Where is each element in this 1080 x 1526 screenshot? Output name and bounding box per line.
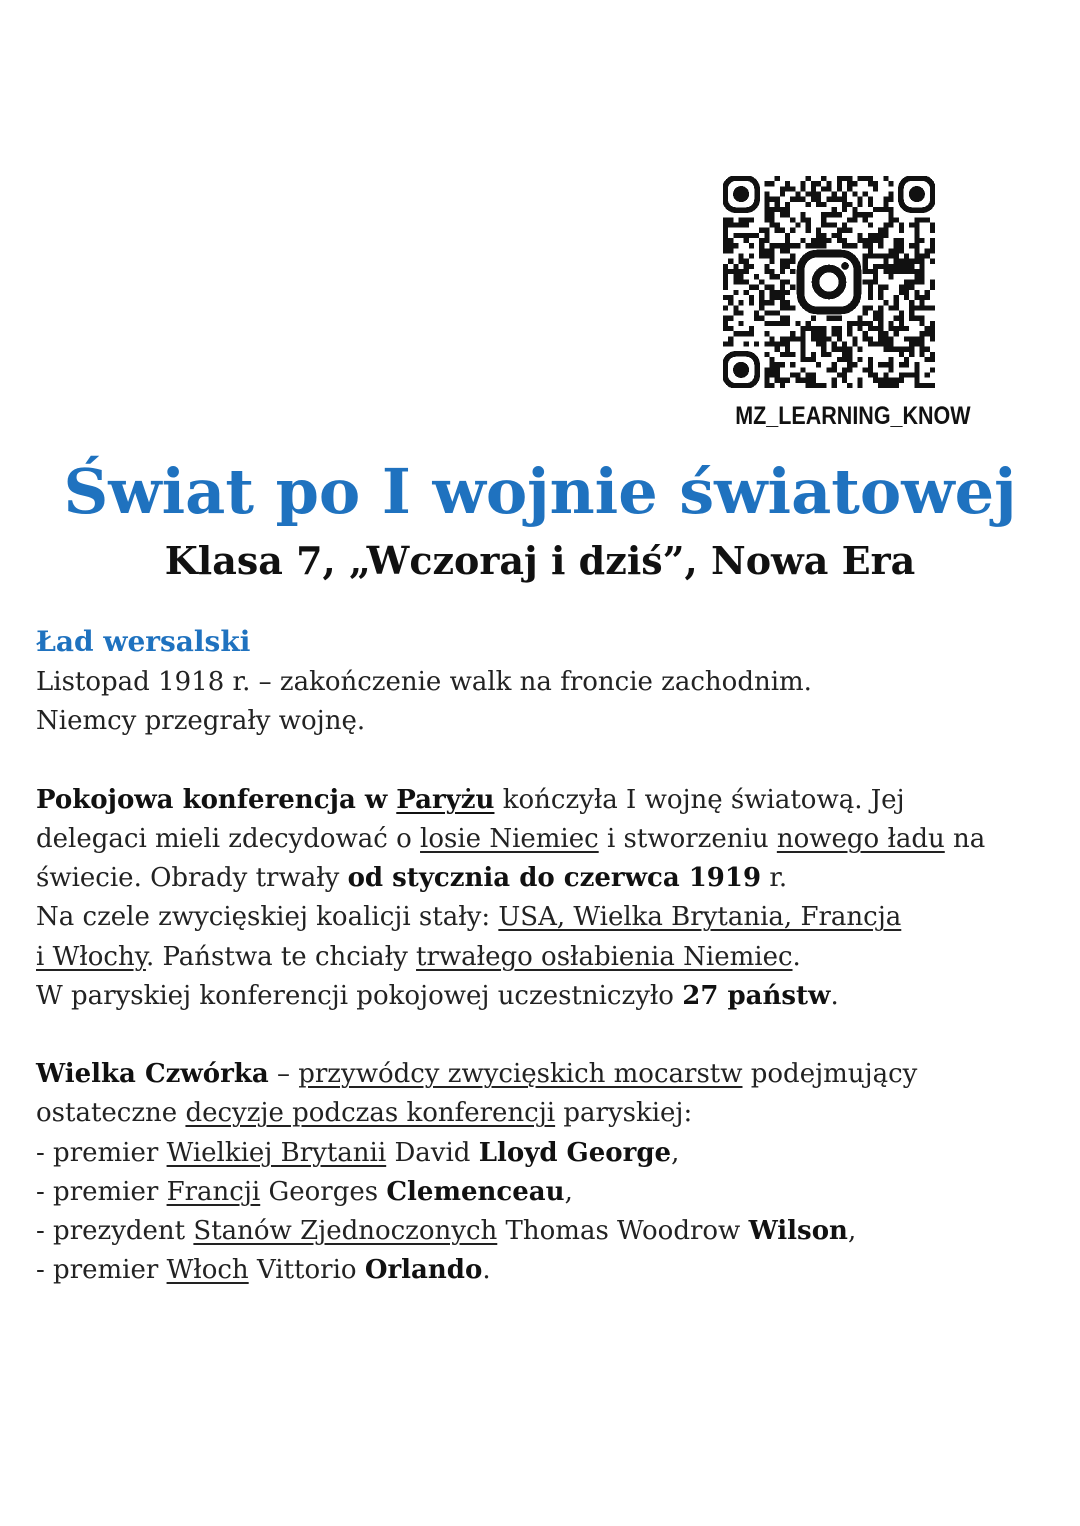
paragraph-line: ostateczne decyzje podczas konferencji paryskiej: <box>36 1098 693 1129</box>
list-item: - premier Francji Georges Clemenceau, <box>36 1176 573 1207</box>
paragraph-line: Wielka Czwórka – przywódcy zwycięskich mocarstw podejmujący <box>36 1059 918 1090</box>
qr-finder-marker <box>901 178 933 210</box>
qr-finder-marker <box>725 354 757 386</box>
section-heading-lad-wersalski: Ład wersalski <box>36 625 251 658</box>
paragraph-line: świecie. Obrady trwały od stycznia do czerwca 1919 r. <box>36 863 788 894</box>
paragraph-line: Listopad 1918 r. – zakończenie walk na froncie zachodnim. <box>36 667 812 698</box>
page-subtitle: Klasa 7, „Wczoraj i dziś”, Nowa Era <box>164 538 916 583</box>
instagram-handle: MZ_LEARNING_KNOW <box>735 402 971 430</box>
paragraph-line: Niemcy przegrały wojnę. <box>36 706 366 737</box>
paragraph-line: delegaci mieli zdecydować o losie Niemiec i stworzeniu nowego ładu na <box>36 824 986 854</box>
paragraph-line: Na czele zwycięskiej koalicji stały: USA, Wielka Brytania, Francja <box>36 902 902 933</box>
paragraph-line: W paryskiej konferencji pokojowej uczestniczyło 27 państw. <box>36 980 839 1011</box>
qr-code-block <box>720 176 971 431</box>
list-item: - premier Włoch Vittorio Orlando. <box>36 1255 491 1286</box>
page-title: Świat po I wojnie światowej <box>63 455 1017 528</box>
instagram-qr-code[interactable] <box>723 176 935 388</box>
document-body <box>36 622 1056 1290</box>
paragraph-line: i Włochy. Państwa te chciały trwałego osłabienia Niemiec. <box>36 941 801 972</box>
qr-finder-marker <box>725 178 757 210</box>
list-item: - premier Wielkiej Brytanii David Lloyd George, <box>36 1137 680 1168</box>
paragraph-line: Pokojowa konferencja w Paryżu kończyła I wojnę światową. Jej <box>36 784 905 815</box>
instagram-icon <box>801 254 858 311</box>
list-item: - prezydent Stanów Zjednoczonych Thomas Woodrow Wilson, <box>36 1216 857 1247</box>
